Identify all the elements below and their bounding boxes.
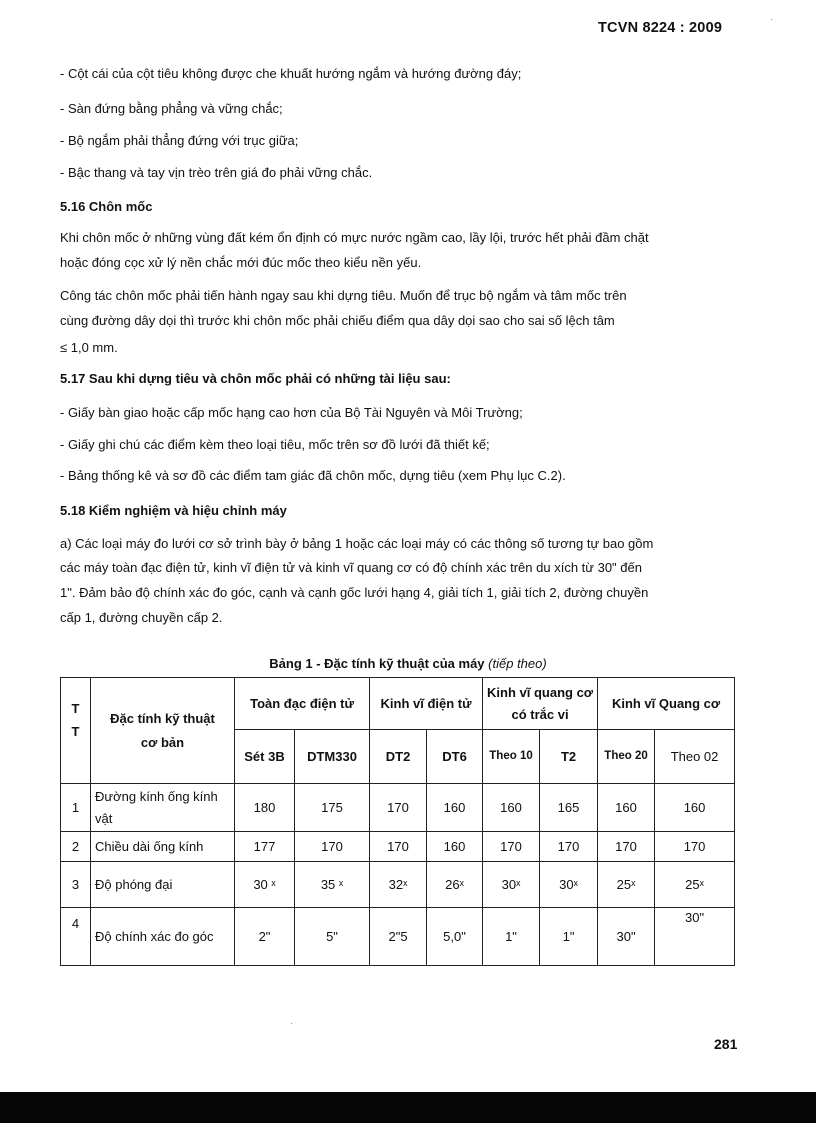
table-header-row: [61, 678, 735, 730]
paragraph-line: ≤ 1,0 mm.: [60, 340, 118, 355]
model-header: DTM330: [295, 730, 370, 784]
table-cell: 30 ˣ: [235, 862, 295, 908]
bullet-item: - Bậc thang và tay vịn trèo trên giá đo phải vững chắc.: [60, 165, 373, 180]
table-cell: 30ˣ: [540, 862, 598, 908]
table-cell: 165: [540, 784, 598, 832]
table-cell: 170: [295, 832, 370, 862]
table-cell: 177: [235, 832, 295, 862]
group-header: Kinh vĩ điện tử: [370, 678, 483, 730]
feature-header: Đặc tính kỹ thuật cơ bản: [91, 678, 235, 784]
row-number: 1: [61, 784, 91, 832]
table-cell: 2"5: [370, 908, 427, 966]
scan-speck: ·: [770, 14, 774, 25]
model-header: Theo 20: [598, 730, 655, 784]
group-header: Kinh vĩ Quang cơ: [598, 678, 735, 730]
row-number: 4: [61, 908, 91, 966]
table-cell: 5": [295, 908, 370, 966]
table-cell: 160: [598, 784, 655, 832]
tt-header-line1: T: [71, 700, 80, 716]
bullet-item: - Cột cái của cột tiêu không được che khuất hướng ngắm và hướng đường đáy;: [60, 66, 522, 81]
row-label: Độ phóng đại: [91, 862, 235, 908]
paragraph-line: 1". Đảm bảo độ chính xác đo góc, cạnh và cạnh gốc lưới hạng 4, giải tích 1, giải tích 2, đường chuyền: [60, 585, 649, 600]
bullet-item: - Sàn đứng bằng phẳng và vững chắc;: [60, 101, 283, 116]
scan-speck: ·: [290, 1018, 294, 1029]
model-header: Theo 10: [483, 730, 540, 784]
table-cell: 26ˣ: [427, 862, 483, 908]
table-cell: 1": [483, 908, 540, 966]
table-cell: 30": [655, 908, 735, 966]
table-cell: 170: [598, 832, 655, 862]
table-cell: 25ˣ: [598, 862, 655, 908]
row-label: Độ chính xác đo góc: [91, 908, 235, 966]
table-caption: [0, 656, 816, 671]
table-cell: 160: [655, 784, 735, 832]
table-cell: 5,0": [427, 908, 483, 966]
model-header: DT6: [427, 730, 483, 784]
model-header: Sét 3B: [235, 730, 295, 784]
table-cell: 170: [483, 832, 540, 862]
spec-table: [60, 677, 735, 966]
list-item: - Bảng thống kê và sơ đồ các điểm tam giác đã chôn mốc, dựng tiêu (xem Phụ lục C.2).: [60, 468, 566, 483]
table-cell: 170: [655, 832, 735, 862]
table-cell: 160: [427, 832, 483, 862]
model-header: T2: [540, 730, 598, 784]
table-row: [61, 862, 735, 908]
row-number: 2: [61, 832, 91, 862]
row-number: 3: [61, 862, 91, 908]
list-item: - Giấy ghi chú các điểm kèm theo loại tiêu, mốc trên sơ đồ lưới đã thiết kế;: [60, 437, 490, 452]
paragraph-line: Khi chôn mốc ở những vùng đất kém ổn định có mực nước ngầm cao, lầy lội, trước hết phải đầm chặt: [60, 230, 649, 245]
table-cell: 170: [370, 832, 427, 862]
bullet-item: - Bộ ngắm phải thẳng đứng với trục giữa;: [60, 133, 299, 148]
table-caption-title: Bảng 1 - Đặc tính kỹ thuật của máy: [269, 656, 485, 671]
table-row: [61, 832, 735, 862]
row-label: Chiều dài ống kính: [91, 832, 235, 862]
group-header: Kinh vĩ quang cơ có trắc vi: [483, 678, 598, 730]
section-heading-5-18: 5.18 Kiểm nghiệm và hiệu chỉnh máy: [60, 503, 287, 518]
table-row: [61, 784, 735, 832]
paragraph-line: cấp 1, đường chuyền cấp 2.: [60, 610, 223, 625]
tt-header-line2: T: [71, 723, 80, 739]
model-header: DT2: [370, 730, 427, 784]
page-number: 281: [714, 1036, 738, 1052]
table-row: [61, 908, 735, 966]
table-cell: 35 ˣ: [295, 862, 370, 908]
table-caption-note: (tiếp theo): [488, 656, 547, 671]
scan-bottom-edge: [0, 1092, 816, 1123]
table-cell: 2": [235, 908, 295, 966]
table-cell: 32ˣ: [370, 862, 427, 908]
document-code: TCVN 8224 : 2009: [598, 20, 723, 36]
tt-header: [61, 678, 91, 784]
table-cell: 170: [370, 784, 427, 832]
table-cell: 1": [540, 908, 598, 966]
paragraph-line: a) Các loại máy đo lưới cơ sở trình bày ở bảng 1 hoặc các loại máy có các thông số tương tự bao gồm: [60, 536, 654, 551]
table-cell: 160: [427, 784, 483, 832]
paragraph-line: Công tác chôn mốc phải tiến hành ngay sau khi dựng tiêu. Muốn để trục bộ ngắm và tâm mốc trên: [60, 288, 627, 303]
paragraph-line: hoặc đóng cọc xử lý nền chắc mới đúc mốc theo kiểu nền yếu.: [60, 255, 422, 270]
table-cell: 170: [540, 832, 598, 862]
group-header: Toàn đạc điện tử: [235, 678, 370, 730]
table-cell: 175: [295, 784, 370, 832]
paragraph-line: cùng đường dây dọi thì trước khi chôn mốc phải chiếu điểm qua dây dọi sao cho sai số lệch tâm: [60, 313, 615, 328]
model-header: Theo 02: [655, 730, 735, 784]
table-cell: 25ˣ: [655, 862, 735, 908]
table-cell: 160: [483, 784, 540, 832]
list-item: - Giấy bàn giao hoặc cấp mốc hạng cao hơn của Bộ Tài Nguyên và Môi Trường;: [60, 405, 523, 420]
row-label: Đường kính ống kính vật: [91, 784, 235, 832]
table-cell: 30": [598, 908, 655, 966]
section-heading-5-17: 5.17 Sau khi dựng tiêu và chôn mốc phải có những tài liệu sau:: [60, 371, 451, 386]
table-cell: 180: [235, 784, 295, 832]
table-cell: 30ˣ: [483, 862, 540, 908]
paragraph-line: các máy toàn đạc điện tử, kinh vĩ điện tử và kinh vĩ quang cơ có độ chính xác trên du xích từ 30" đến: [60, 560, 642, 575]
section-heading-5-16: 5.16 Chôn mốc: [60, 199, 153, 214]
